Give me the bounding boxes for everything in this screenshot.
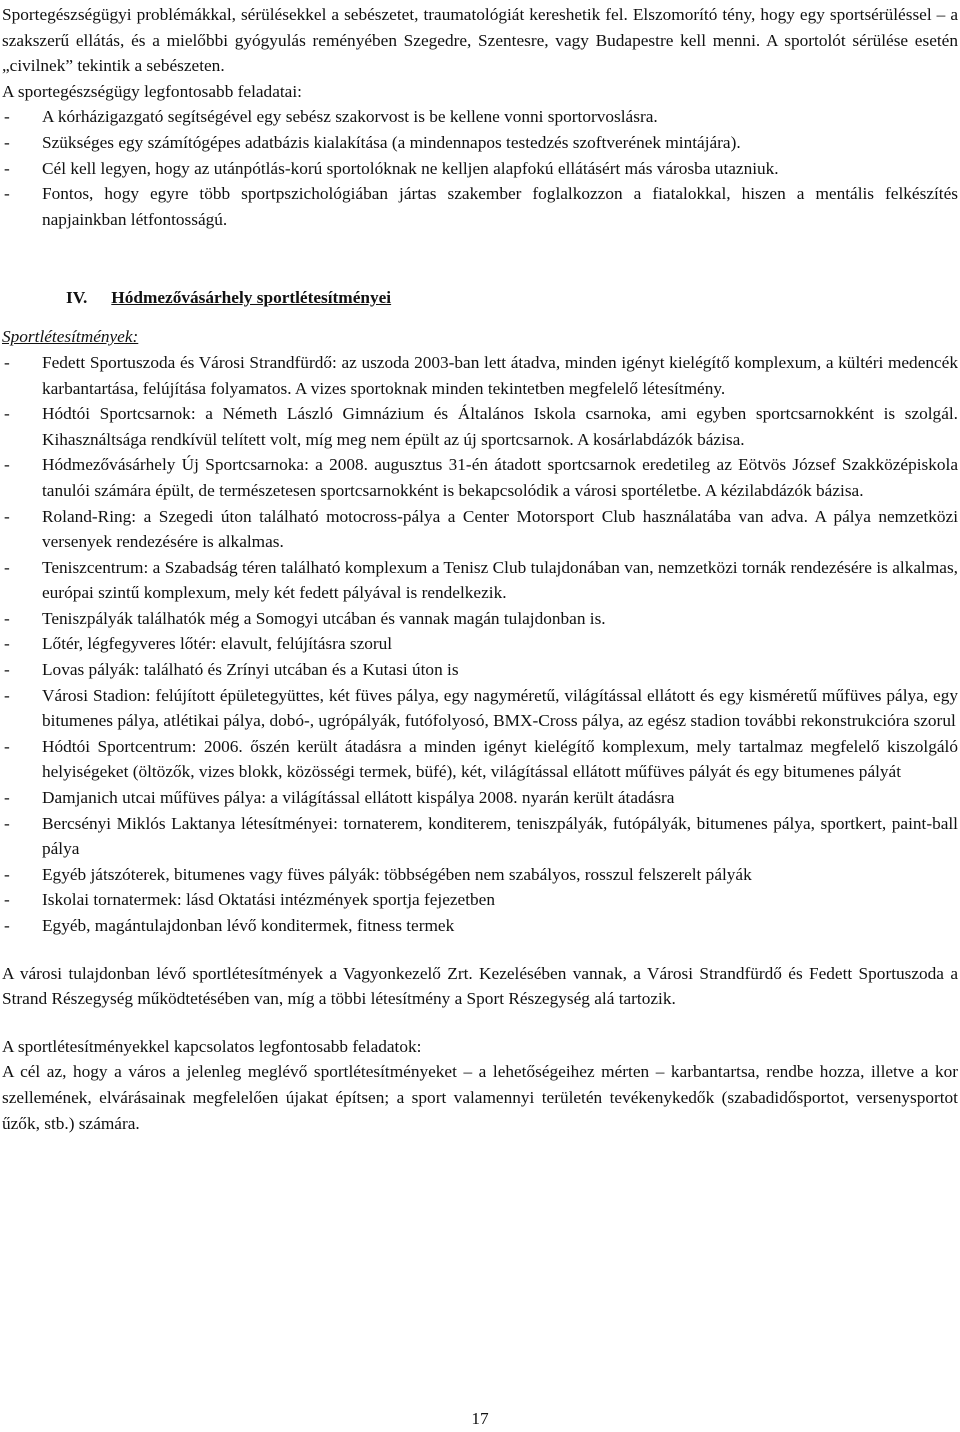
- facility-tasks-title: A sportlétesítményekkel kapcsolatos legfontosabb feladatok:: [2, 1036, 422, 1056]
- list-item: - Lovas pályák: található és Zrínyi utcában és a Kutasi úton is: [2, 657, 958, 683]
- list-item: - Egyéb játszóterek, bitumenes vagy füves pályák: többségében nem szabályos, rosszul felszerelt pályák: [2, 862, 958, 888]
- list-item: - Teniszpályák találhatók még a Somogyi utcában és vannak magán tulajdonban is.: [2, 606, 958, 632]
- page-number: 17: [471, 1409, 489, 1428]
- list-item: - Roland-Ring: a Szegedi úton található motocross-pálya a Center Motorsport Club használatába van adva. A pálya nemzetközi versenyek rendezésére is alkalmas.: [2, 504, 958, 555]
- health-tasks-list: [2, 104, 958, 232]
- list-item: - Szükséges egy számítógépes adatbázis kialakítása (a mindennapos testedzés szoftverének mintájára).: [2, 130, 958, 156]
- section-number: IV.: [66, 287, 88, 307]
- list-item: - Hódmezővásárhely Új Sportcsarnoka: a 2008. augusztus 31-én átadott sportcsarnok eredetileg az Eötvös József Szakközépiskola tanulói számára épült, de természetesen sportcsarnokként is bekapcsolódik a városi sportéletbe. A kézilabdázók bázisa.: [2, 452, 958, 503]
- list-item: - Fontos, hogy egyre több sportpszichológiában jártas szakember foglalkozzon a fiatalokkal, hiszen a mentális felkészítés napjainkban létfontosságú.: [2, 181, 958, 232]
- list-item: - Iskolai tornatermek: lásd Oktatási intézmények sportja fejezetben: [2, 887, 958, 913]
- section-title: Hódmezővásárhely sportlétesítményei: [111, 287, 392, 307]
- facilities-list: [2, 350, 958, 939]
- intro-paragraph: Sportegészségügyi problémákkal, sérülésekkel a sebészetet, traumatológiát kereshetik fel. Elszomorító tény, hogy egy sportsérüléssel – a szakszerű ellátás, és a mielőbbi gyógyulás reményében Szegedre, Szentesre, vagy Budapestre kell menni. A sportolót sérülése esetén „civilnek” tekintik a sebészeten.: [2, 5, 958, 76]
- section-heading: [2, 280, 958, 310]
- list-item: - Lőtér, légfegyveres lőtér: elavult, felújításra szorul: [2, 631, 958, 657]
- health-tasks-title: A sportegészségügy legfontosabb feladatai:: [2, 81, 302, 101]
- list-item: - Teniszcentrum: a Szabadság téren található komplexum a Tenisz Club tulajdonában van, nemzetközi tornák rendezésére is alkalmas, európai szintű komplexum, mely két fedett pályával is rendelkezik.: [2, 555, 958, 606]
- facility-tasks-paragraph: A cél az, hogy a város a jelenleg meglévő sportlétesítményeket – a lehetőségeihez mérten – karbantartsa, rendbe hozza, illetve a kor szellemének, elvárásainak megfelelően újakat építsen; a sport valamennyi területén tevékenykedők (szabadidősportot, versenysportot űzők, stb.) számára.: [2, 1062, 958, 1133]
- list-item: - Egyéb, magántulajdonban lévő konditermek, fitness termek: [2, 913, 958, 939]
- list-item: - Hódtói Sportcentrum: 2006. őszén került átadásra a minden igényt kielégítő komplexum, mely tartalmaz megfelelő kiszolgáló helyiségeket (öltözők, vizes blokk, közösségi termek, büfé), két, világítással ellátott műfüves pályát és egy bitumenes pályát: [2, 734, 958, 785]
- list-item: - Fedett Sportuszoda és Városi Strandfürdő: az uszoda 2003-ban lett átadva, minden igényt kielégítő komplexum, a kültéri medencék karbantartása, felújítása folyamatos. A vizes sportoknak minden tekintetben megfelelő létesítmény.: [2, 350, 958, 401]
- list-item: - A kórházigazgató segítségével egy sebész szakorvost is be kellene vonni sportorvoslásra.: [2, 104, 958, 130]
- ownership-paragraph: A városi tulajdonban lévő sportlétesítmények a Vagyonkezelő Zrt. Kezelésében vannak, a Városi Strandfürdő és Fedett Sportuszoda a Strand Részegység működtetésében van, míg a többi létesítmény a Sport Részegység alá tartozik.: [2, 963, 958, 1009]
- list-item: - Városi Stadion: felújított épületegyüttes, két füves pálya, egy nagyméretű, világítással ellátott és egy kisméretű műfüves pálya, egy bitumenes pálya, atlétikai pálya, dobó-, ugrópályák, futófolyosó, BMX-Cross pálya, az egész stadion további rekonstrukcióra szorul: [2, 683, 958, 734]
- list-item: - Bercsényi Miklós Laktanya létesítményei: tornaterem, konditerem, teniszpályák, futópályák, bitumenes pálya, sportkert, paint-ball pálya: [2, 811, 958, 862]
- document-page: [2, 0, 958, 1136]
- list-item: - Hódtói Sportcsarnok: a Németh László Gimnázium és Általános Iskola csarnoka, ami egyben sportcsarnokként is szolgál. Kihasználtsága rendkívül telített volt, míg meg nem épült az új sportcsarnok. A kosárlabdázók bázisa.: [2, 401, 958, 452]
- list-item: - Cél kell legyen, hogy az utánpótlás-korú sportolóknak ne kelljen alapfokú ellátásért más városba utazniuk.: [2, 156, 958, 182]
- facilities-subheading: Sportlétesítmények:: [2, 327, 139, 347]
- list-item: - Damjanich utcai műfüves pálya: a világítással ellátott kispálya 2008. nyarán került átadásra: [2, 785, 958, 811]
